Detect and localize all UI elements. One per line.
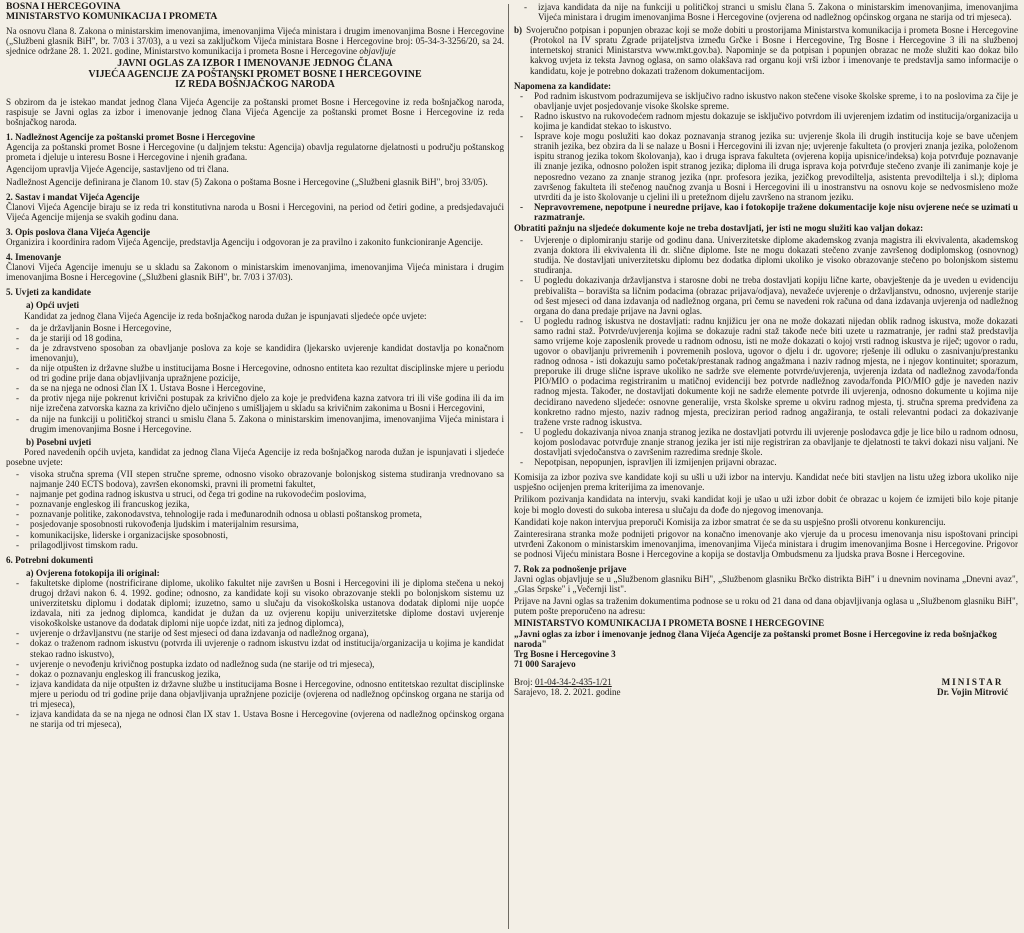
commission-p2: Prilikom pozivanja kandidata na intervju, svaki kandidat koji je ušao u uži izbor dobit će obrazac u kojem će izmijeti bilo koje pitanje koje bi moglo dovesti do sukoba interesa u slučaju da dođe do njegovog imenovanja. bbox=[514, 494, 1018, 515]
special-conditions-list bbox=[6, 469, 504, 550]
header-ministry: MINISTARSTVO KOMUNIKACIJA I PROMETA bbox=[6, 11, 218, 23]
list-item: - uvjerenje o nevođenju krivičnog postupka izdato od nadležnog suda (ne starije od tri mjeseca), bbox=[6, 659, 504, 669]
list-item: - U pogledu dokazivanja državljanstva i starosne dobi ne treba dostavljati kopiju lične karte, obavještenje da je uveden u evidenciju prebivališta – boravišta sa ličnim podacima (obrazac prijava/odjava), nevažeće uvjerenje o državljanstvu, odnosno, uvjerenje starije od šest mjeseci od dana izdavanja od nadležnog organa, pri čemu se navedeni rok računa od dana izdavanja uvjerenja od nadležnog organa do dana predaje prijave na Javni oglas. bbox=[514, 275, 1018, 315]
section-7-p1: Javni oglas objavljuje se u „Službenom glasniku BiH", „Službenom glasniku Brčko distrikta BiH" i u dnevnim novinama „Dnevni avaz", „Glas Srpske" i „Večernji list". bbox=[514, 574, 1018, 595]
intro-paragraph bbox=[6, 26, 504, 56]
list-item: - poznavanje politike, zakonodavstva, tehnologije rada i međunarodnih odnosa u oblasti poštanskog prometa, bbox=[6, 509, 504, 519]
required-documents-list bbox=[6, 578, 504, 729]
commission-p3: Kandidati koje nakon intervjua preporuči Komisija za izbor smatrat će se da su uspješno prošli otvorenu konkurenciju. bbox=[514, 516, 946, 527]
list-item: - Radno iskustvo na rukovodećem radnom mjestu dokazuje se isključivo potvrdom ili uvjerenjem izdatim od institucija/organizacija u kojima je kandidat stekao to iskustvo. bbox=[514, 111, 1018, 131]
section-1-title: 1. Nadležnost Agencije za poštanski promet Bosne i Hercegovine bbox=[6, 132, 255, 143]
section-2-title: 2. Sastav i mandat Vijeća Agencije bbox=[6, 191, 140, 202]
section-3-title: 3. Opis poslova člana Vijeća Agencije bbox=[6, 226, 150, 237]
section-1-p2: Agencijom upravlja Vijeće Agencije, sastavljeno od tri člana. bbox=[6, 164, 229, 175]
commission-p4: Zainteresirana stranka može podnijeti prigovor na konačno imenovanje ako vjeruje da u procesu imenovanja nisu ispoštovani principi utvrđeni Zakonom o ministarskim imenovanjima, imenovanjima Vijeća ministara i drugim imenovanjima Bosne i Hercegovine. Prigovor se podnosi Vijeću ministara Bosne i Hercegovine a kopija se dostavlja Ombudsmenu za ljudska prava Bosne i Hercegovine. bbox=[514, 528, 1018, 559]
right-column bbox=[514, 2, 1018, 697]
list-item: - komunikacijske, liderske i organizacijske sposobnosti, bbox=[6, 530, 504, 540]
commission-p1: Komisija za izbor poziva sve kandidate koji su ušli u uži izbor na intervju. Kandidat neće biti stavljen na listu užeg izbora ukoliko nije uspješno ocijenjen prema kriterijima za imenovanje. bbox=[514, 472, 1018, 493]
certified-copies-title: a) Ovjerena fotokopija ili original: bbox=[26, 567, 160, 578]
list-item: - da je stariji od 18 godina, bbox=[6, 333, 504, 343]
list-item: - izjava kandidata da nije otpušten iz državne službe u institucijama Bosne i Hercegovine, odnosno entitetskao rezultat disciplinske mjere u periodu od tri godine prije dana objavljivanja upražnjene pozicije (ovjerena od nadležnog općinskog organa ne starija od tri mjeseca), bbox=[6, 679, 504, 709]
list-item: - dokaz o traženom radnom iskustvu (potvrda ili uvjerenje o radnom iskustvu izdat od institucija/organizacija u kojima je kandidat stekao radno iskustvo), bbox=[6, 638, 504, 658]
signature-block bbox=[937, 677, 1008, 697]
list-item: - visoka stručna sprema (VII stepen stručne spreme, odnosno visoko obrazovanje bolonjskog sistema studiranja vrednovano sa najmanje 240 ECTS bodova), završen ekonomski, pravni ili prometni fakultet, bbox=[6, 469, 504, 489]
list-item: - prilagodljivost timskom radu. bbox=[6, 540, 504, 550]
section-5-title: 5. Uvjeti za kandidate bbox=[6, 287, 91, 298]
list-item: - U pogledu dokazivanja nivoa znanja stranog jezika ne dostavljati potvrdu ili uvjerenje poslodavca gdje je lice bilo u radnom odnosu, kojom poslodavac potvrđuje znanje stranog jezika jer isti nije registriran za obavljanje te djelatnosti te takvi dokazi nisu valjani. Ne dostavljati svjedočanstva o završenim razredima srednje škole. bbox=[514, 427, 1018, 457]
column-divider bbox=[508, 4, 509, 929]
place-date: Sarajevo, 18. 2. 2021. godine bbox=[514, 687, 621, 697]
list-item: - izjava kandidata da se na njega ne odnosi član IX stav 1. Ustava Bosne i Hercegovine (ovjerena od nadležnog općinskog organa ne starija od tri mjeseca), bbox=[6, 709, 504, 729]
section-4-p1: Članovi Vijeća Agencije imenuju se u skladu sa Zakonom o ministarskim imenovanjima, imenovanjima Vijeća ministara i drugim imenovanjima Bosne i Hercegovine („Službeni glasnik BiH", br. 7/03 i 37/03). bbox=[6, 262, 504, 283]
reference-number-value: 01-04-34-2-435-1/21 bbox=[534, 676, 612, 687]
list-item: - poznavanje engleskog ili francuskog jezika, bbox=[6, 499, 504, 509]
section-3-p1: Organizira i koordinira radom Vijeća Agencije, predstavlja Agenciju i odgovoran je za pravilno i zakonito funkcioniranje Agencije. bbox=[6, 237, 483, 247]
list-item: - da je državljanin Bosne i Hercegovine, bbox=[6, 323, 504, 333]
signature-name: Dr. Vojin Mitrović bbox=[937, 687, 1008, 697]
list-item: - U pogledu radnog iskustva ne dostavljati: radnu knjižicu jer ona ne može dokazati nijedan oblik radnog iskustva, može dokazati samo radni staž. Potvrde/uvjerenja kojima se dokazuje radni staž takođe neće biti uzete u razmatranje, jer radni staž predstavlja samo vrijeme koje zaposlenik provede u radnom odnosu, isti ne može dokazati o kojoj vrsti radnog iskustva je riječ; ugovor o radu, ugovor o obavljanju privremenih i povremenih poslova, ugovor o djelu i dr. ugovore; rješenje ili odluku o zasnivanju/prestanku radnog odnosa - isti dokazuju samo početak/prestanak radnog angažmana i naziv radnog mjesta, ne i njegov kontinuitet; sporazum, preporuke ili druge slične isprave ukoliko ne sadrže sve elemente potvrde/uvjerenja, uvjerenja izdata od nadležnog zavoda/fonda PIO/MIO o podacima registriranim u matičnoj evidenciji bez potvrde nadležnog zavoda/fonda PIO/MIO gdje je naveden naziv radnog mjesta. Također, ne dostavljati dokumente koji ne sadrže elemente potvrde ili uvjerenja, odnosno dokumente u kojima nije decidirano navedeno sljedeće: osnovne generalije, vrsta školske spreme u okviru radnog mjesta, tj. stručna sprema predviđena za konkretno radno mjesto, naziv radnog mjesta, preciziran period radnog angažiranja, te ostali relevantni podaci za dokazivanje tražene vrste radnog iskustva. bbox=[514, 316, 1018, 427]
special-conditions-title: b) Posebni uvjeti bbox=[26, 436, 92, 447]
list-item: - Pod radnim iskustvom podrazumijeva se isključivo radno iskustvo nakon stečene visoke školske spreme, i to na poslovima za čije je obavljanje uvjet posjedovanje visoke školske spreme. bbox=[514, 91, 1018, 111]
list-item: - uvjerenje o državljanstvu (ne starije od šest mjeseci od dana izdavanja od nadležnog organa), bbox=[6, 628, 504, 638]
intro-publishes: objavljuje bbox=[359, 46, 396, 56]
attention-note: Obratiti pažnju na sljedeće dokumente koje ne treba dostavljati, jer isti ne mogu služiti kao valjan dokaz: bbox=[514, 222, 924, 233]
document-footer bbox=[514, 677, 1018, 697]
left-column bbox=[6, 2, 504, 730]
section-1-p3: Nadležnost Agencije definirana je članom 10. stav (5) Zakona o poštama Bosne i Hercegovine („Službeni glasnik BiH", broj 33/05). bbox=[6, 176, 488, 187]
section-6-title: 6. Potrebni dokumenti bbox=[6, 554, 93, 565]
header-country: BOSNA I HERCEGOVINA bbox=[6, 1, 121, 12]
list-item: - izjava kandidata da nije na funkciji u političkoj stranci u smislu člana 5. Zakona o ministarskim imenovanjima, imenovanjima Vijeća ministara i drugim imenovanjima Bosne i Hercegovine (ovjerena od nadležnog općinskog organa ne starija od tri mjeseca). bbox=[514, 2, 1018, 22]
lead-paragraph: S obzirom da je istekao mandat jednog člana Vijeća Agencije za poštanski promet Bosne i Hercegovine iz reda bošnjačkog naroda, raspisuje se Javni oglas za izbor i imenovanje jednog člana Vijeća Agencije za poštanski promet Bosne i Hercegovine iz reda bošnjačkog naroda. bbox=[6, 96, 504, 128]
intro-text: Na osnovu člana 8. Zakona o ministarskim imenovanjima, imenovanjima Vijeća ministara i drugim imenovanjima Bosne i Hercegovine („Službeni glasnik BiH", br. 7/03 i 37/03), a u vezi sa zaključkom Vijeća ministara Bosne i Hercegovine broj: 05-34-3-3256/20, sa 24. sjednice održane 28. 1. 2021. godine, Ministarstvo komunikacija i prometa Bosne i Hercegovine bbox=[6, 25, 504, 56]
reference-number-label: Broj: bbox=[514, 676, 533, 687]
application-form-label: b) bbox=[514, 25, 523, 36]
list-item: - najmanje pet godina radnog iskustva u struci, od čega tri godine na rukovodećim poslovima, bbox=[6, 489, 504, 499]
list-item: - posjedovanje sposobnosti rukovođenja ljudskim i materijalnim resursima, bbox=[6, 519, 504, 529]
general-conditions-list bbox=[6, 323, 504, 434]
section-7-p2: Prijave na Javni oglas sa traženim dokumentima podnose se u roku od 21 dana od dana objavljivanja oglasa u „Službenom glasniku BiH", putem pošte preporučeno na adresu: bbox=[514, 596, 1018, 617]
address-city: 71 000 Sarajevo bbox=[514, 658, 576, 669]
application-form-paragraph bbox=[514, 25, 1018, 75]
notice-title-line1: JAVNI OGLAS ZA IZBOR I IMENOVANJE JEDNOG ČLANA bbox=[117, 58, 393, 70]
notice-title-line2: VIJEĆA AGENCIJE ZA POŠTANSKI PROMET BOSNE I HERCEGOVINE bbox=[88, 68, 422, 80]
mailing-address bbox=[514, 618, 1018, 668]
notes-list bbox=[514, 91, 1018, 222]
list-item: - da se na njega ne odnosi član IX 1. Ustava Bosne i Hercegovine, bbox=[6, 383, 504, 393]
list-item: - Uvjerenje o diplomiranju starije od godinu dana. Univerzitetske diplome akademskog zvanja magistra ili ekvivalenta, akademskog zvanja doktora ili ekvivalenta ili dr. slične diplome. Iste ne mogu dokazati stečeno zvanje završenog dodiplomskog (osnovnog) studija. Ne dostavljati univerzitetsku diplomu bez dodatka diplomi ukoliko je visoko obrazovanje stečeno po bolonjskom sistemu studiranja. bbox=[514, 235, 1018, 275]
notes-title: Napomena za kandidate: bbox=[514, 80, 612, 91]
application-form-text: Svojeručno potpisan i popunjen obrazac koji se može dobiti u prostorijama Ministarstva komunikacija i prometa Bosne i Hercegovine (Protokol na IV spratu Zgrade prijateljstva između Grčke i Bosne i Hercegovine, Trg Bosne i Hercegovine 3 ili na službenoj internetskoj stranici Ministarstva www.mkt.gov.ba). Napominje se da potpisan i popunjen obrazac ne može služiti kao dokaz bilo kakvog uvjeta iz teksta Javnog oglasa, on samo olakšava rad organu koji vrši izbor i imenovanje te predstavlja samo informacije o kandidatu, koje je potrebno dokazati traženom dokumentacijom. bbox=[526, 25, 1018, 76]
general-conditions-title: a) Opći uvjeti bbox=[26, 300, 80, 311]
notice-title bbox=[6, 59, 504, 91]
address-ministry: MINISTARSTVO KOMUNIKACIJA I PROMETA BOSNE I HERCEGOVINE bbox=[514, 618, 825, 629]
list-item: - Nepotpisan, nepopunjen, ispravljen ili izmijenjen prijavni obrazac. bbox=[514, 457, 1018, 467]
section-1-p1: Agencija za poštanski promet Bosne i Hercegovine (u daljnjem tekstu: Agencija) obavlja regulatorne djelatnosti u području poštanskog prometa i djeluje u interesu Bosne i Hercegovine i njenih građana. bbox=[6, 142, 504, 163]
list-item: - da je zdravstveno sposoban za obavljanje poslova za koje se kandidira (ljekarsko uvjerenje kandidat dostavlja po konačnom imenovanju), bbox=[6, 343, 504, 363]
special-conditions-lead: Pored navedenih općih uvjeta, kandidat za jednog člana Vijeća Agencije iz reda bošnjačkog naroda dužan je ispunjavati i sljedeće posebne uvjete: bbox=[6, 446, 504, 467]
section-7-title: 7. Rok za podnošenje prijave bbox=[514, 563, 627, 574]
list-item: - Nepravovremene, nepotpune i neuredne prijave, kao i fotokopije tražene dokumentacije koje nisu ovjerene neće se uzimati u razmatranje. bbox=[514, 202, 1018, 222]
address-street: Trg Bosne i Hercegovine 3 bbox=[514, 648, 616, 659]
list-item: - Isprave koje mogu poslužiti kao dokaz poznavanja stranog jezika su: uvjerenje škola ili drugih institucija koje se bave učenjem stranih jezika, bez obzira da li se nalaze u Bosni i Hercegovini ili izvan nje; uvjerenje fakulteta (o provjeri znanja jezika, položenom ispitu stranog jezika tokom školovanja), kao i druga isprava fakulteta (ovjerena kopija upisnice/indeksa) koja potvrđuje poznavanje ili znanje jezika, odnosno položen ispit stranog jezika; diploma ili druga isprava koja potvrđuje stečeno zvanje ili zanimanje koje je neposredno vezano za znanje stranog jezika (npr. profesora jezika, jezičkog prevodiltelja, asistenta prevodiltelja i sl.); diploma završenog fakulteta ili stečenog naučnog zvanja u Bosni i Hercegovini ili u inostranstvu na osnovu koje se nedvosmisleno može utvrditi da je isto školovanje u cjelini ili u pretežnom dijelu završeno na stranom jeziku. bbox=[514, 131, 1018, 202]
address-subject: „Javni oglas za izbor i imenovanje jednog člana Vijeća Agencije za poštanski promet Bosne i Hercegovine iz reda bošnjačkog naroda" bbox=[514, 628, 997, 649]
section-4-title: 4. Imenovanje bbox=[6, 252, 62, 263]
list-item: - dokaz o poznavanju engleskog ili francuskog jezika, bbox=[6, 669, 504, 679]
signature-title: MINISTAR bbox=[941, 676, 1004, 687]
list-item: - da protiv njega nije pokrenut krivični postupak za krivično djelo za koje je predviđena kazna zatvora tri ili više godina ili da im nije izrečena zatvorska kazna za krivično djelo učinjeno s umišljajem u skladu sa krivičnim zakonima u Bosni i Hercegovini, bbox=[6, 393, 504, 413]
general-conditions-lead: Kandidat za jednog člana Vijeća Agencije iz reda bošnjačkog naroda dužan je ispunjavati sljedeće opće uvjete: bbox=[24, 310, 427, 321]
list-item: - fakultetske diplome (nostrificirane diplome, ukoliko fakultet nije završen u Bosni i Hercegovini ili je diploma stečena u nekoj drugoj državi nakon 6. 4. 1992. godine; odnosno, za kandidate koji su visoko obrazovanje stekli po bolonjskom sistemu uz univerzitetsku diplomu i dodatak diplomi; izuzetno, samo u slučaju da visokoškolska ustanova dodatak diplomi nije uopće izdavala, niti za jednog diplomca, kandidat je dužan da uz ovjerenu kopiju univerzitetske diplome dostavi uvjerenje visokoškolske ustanove da dodatak diplomi nije uopće izdat, niti za jednog diplomca), bbox=[6, 578, 504, 628]
notice-title-line3: IZ REDA BOŠNJAČKOG NARODA bbox=[175, 79, 335, 91]
section-2-p1: Članovi Vijeća Agencije biraju se iz reda tri konstitutivna naroda u Bosni i Hercegovini, na period od četiri godine, a predsjedavajući Vijeća Agencije mijenja se svakih godinu dana. bbox=[6, 201, 504, 222]
list-item: - da nije otpušten iz državne službe u institucijama Bosne i Hercegovine, odnosno entiteta kao rezultat disciplinske mjere u periodu od tri godine prije dana objavljivanja upražnjene pozicije, bbox=[6, 363, 504, 383]
required-documents-list-continued bbox=[514, 2, 1018, 22]
invalid-documents-list bbox=[514, 235, 1018, 467]
list-item: - da nije na funkciji u političkoj stranci u smislu člana 5. Zakona o ministarskim imenovanjima, imenovanjima Vijeća ministara i drugim imenovanjima Bosne i Hercegovine. bbox=[6, 414, 504, 434]
